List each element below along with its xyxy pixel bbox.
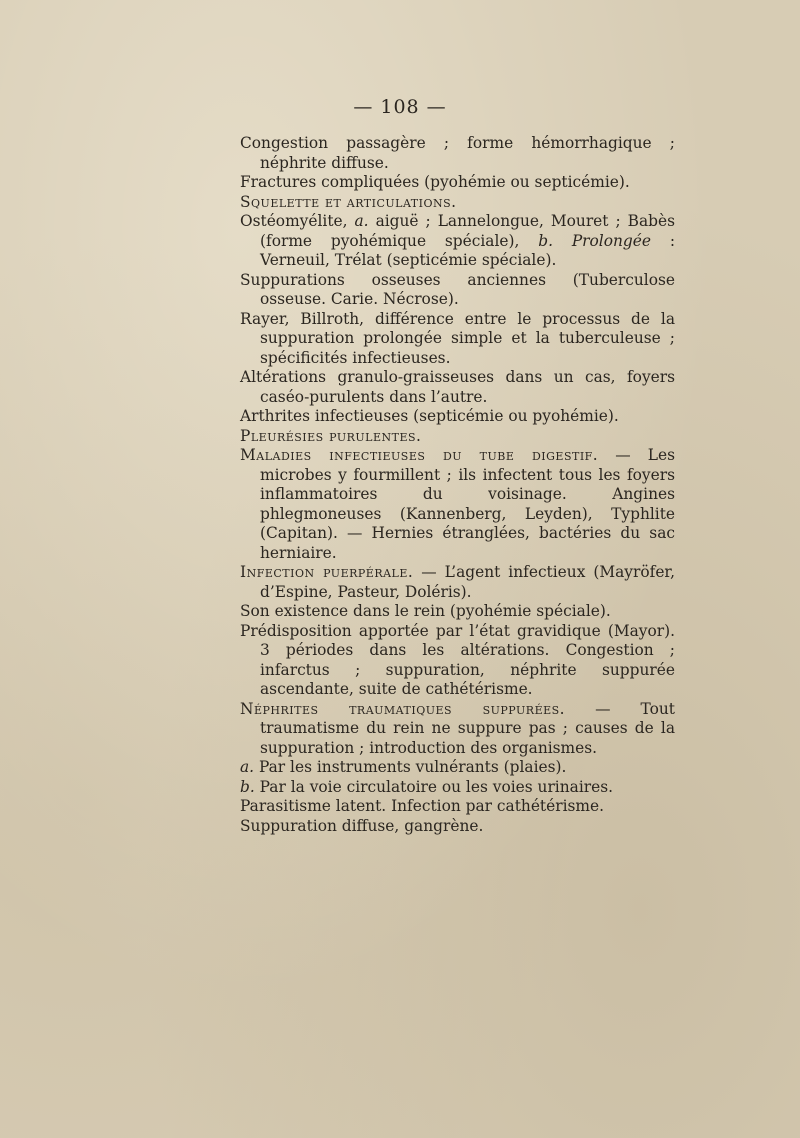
text-entry	[240, 602, 675, 622]
text-segment: Rayer, Billroth, différence entre le processus de la suppuration prolongée simple et la tuberculeuse ; spécificités infectieuses.	[240, 309, 675, 367]
text-segment: a.	[354, 212, 369, 230]
page-number: — 108 —	[353, 96, 447, 118]
text-entry	[240, 134, 675, 173]
text-segment: Pleurésies purulentes.	[240, 426, 422, 445]
text-entry	[240, 193, 675, 213]
text-segment: aiguë ; Lannelongue, Mouret ; Babès (forme pyohémique spéciale),	[260, 212, 675, 250]
text-segment: Congestion passagère ; forme hémorrhagique ; néphrite diffuse.	[240, 134, 675, 172]
text-segment: Infection puerpérale.	[240, 563, 414, 581]
text-segment: Squelette et articulations.	[240, 192, 457, 211]
text-entry	[240, 271, 675, 310]
text-segment: a.	[240, 758, 255, 776]
text-segment: Ostéomyélite,	[240, 212, 355, 230]
text-segment: Suppuration diffuse, gangrène.	[240, 816, 484, 835]
text-entry	[240, 622, 675, 700]
text-entry	[240, 700, 675, 759]
text-entry	[240, 368, 675, 407]
text-segment: Parasitisme latent. Infection par cathétérisme.	[240, 797, 605, 815]
text-entry	[240, 173, 675, 193]
text-segment: Suppurations osseuses anciennes (Tuberculose osseuse. Carie. Nécrose).	[240, 270, 675, 308]
text-segment: : Verneuil, Trélat (septicémie spéciale).	[260, 231, 675, 269]
text-segment: Altérations granulo-graisseuses dans un cas, foyers caséo-purulents dans l’autre.	[240, 368, 675, 406]
text-entry	[240, 407, 675, 427]
text-entry	[240, 427, 675, 447]
text-body	[240, 134, 675, 836]
text-segment: — Les microbes y fourmillent ; ils infectent tous les foyers inflammatoires du voisinage. Angines phlegmoneuses (Kannenberg, Leyden), Typhlite (Capitan). — Hernies étranglées, bactéries du sac herniaire.	[260, 446, 675, 562]
text-entry	[240, 446, 675, 563]
text-segment: b. Prolongée	[538, 231, 651, 250]
text-segment: Prédisposition apportée par l’état gravidique (Mayor). 3 périodes dans les altérations. Congestion ; infarctus ; suppuration, néphrite suppurée ascendante, suite de cathétérisme.	[240, 621, 675, 698]
text-entry	[240, 817, 675, 837]
text-segment: Par la voie circulatoire ou les voies urinaires.	[254, 777, 613, 796]
text-segment: Par les instruments vulnérants (plaies).	[254, 758, 567, 776]
text-segment: Maladies infectieuses du tube digestif.	[240, 446, 599, 464]
text-entry	[240, 563, 675, 602]
text-entry	[240, 310, 675, 369]
text-segment: Néphrites traumatiques suppurées.	[240, 699, 566, 718]
text-segment: — L’agent infectieux (Mayröfer, d’Espine, Pasteur, Doléris).	[260, 563, 675, 601]
text-entry	[240, 758, 675, 778]
text-entry	[240, 778, 675, 798]
text-segment: b.	[240, 777, 255, 796]
text-entry	[240, 212, 675, 271]
text-segment: Son existence dans le rein (pyohémie spéciale).	[240, 602, 611, 620]
text-entry	[240, 797, 675, 817]
text-segment: Arthrites infectieuses (septicémie ou pyohémie).	[240, 407, 619, 425]
text-segment: — Tout traumatisme du rein ne suppure pas ; causes de la suppuration ; introduction des organismes.	[260, 699, 675, 757]
text-segment: Fractures compliquées (pyohémie ou septicémie).	[240, 173, 630, 191]
